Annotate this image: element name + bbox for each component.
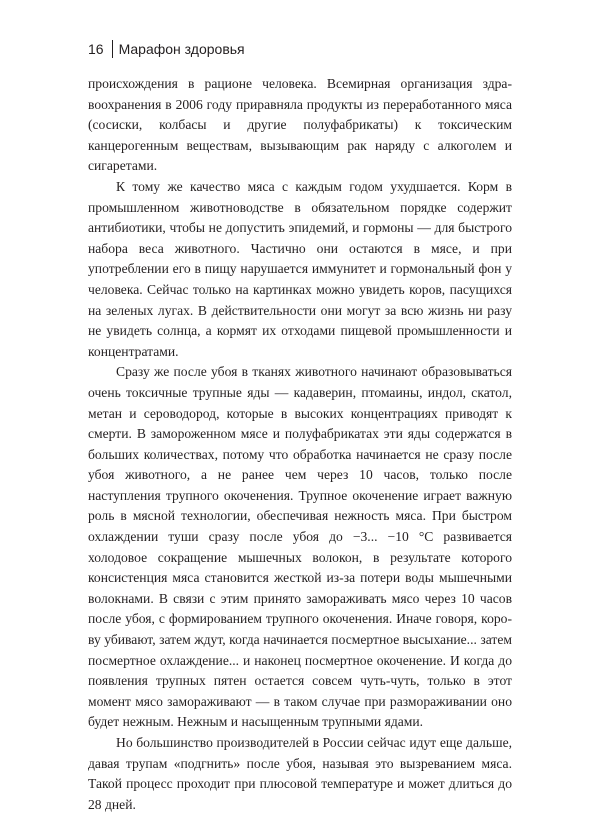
header-divider (112, 40, 113, 58)
paragraph-2: К тому же качество мяса с каждым годом ухудшается. Корм в промышленном животноводстве в обязательном порядке содержит антибиотики, чтобы не допустить эпидемий, и гормоны — для быстрого набора веса животного. Частично они остаются в мясе, и при употреблении его в пищу нарушается иммунитет и гормональный фон у человека. Сейчас только на картинках можно увидеть коров, пасущихся на зеленых лугах. В действительности они могут за всю жизнь ни разу не увидеть солнца, а кормят их отходами пищевой промышленности и концентратами. (88, 178, 512, 359)
page-number: 16 (88, 41, 104, 57)
paragraph-1: происхождения в рационе человека. Всемирная организация здравоохранения в 2006 году приравняла продукты из переработанного мяса (сосиски, колбасы и другие полуфабрикаты) к токсическим канцерогенным веществам, вызывающим рак наряду с алкоголем и сигаретами. (88, 76, 512, 174)
running-title: Марафон здоровья (118, 41, 245, 57)
body-text (88, 74, 512, 815)
paragraph-4: Но большинство производителей в России сейчас идут еще дальше, давая трупам «подгнить» после убоя, называя это вызреванием мяса. Такой процесс проходит при плюсовой температуре и может длиться до 28 дней. (88, 735, 512, 812)
running-head (88, 36, 245, 62)
paragraph-3: Сразу же после убоя в тканях животного начинают образовываться очень токсичные трупные яды — кадаверин, птомаины, индол, скатол, метан и сероводород, которые в высоких концентрациях приводят к смерти. В замороженном мясе и полуфабрикатах эти яды содержатся в больших количествах, потому что обработка начинается не сразу после убоя животного, а не ранее чем через 10 часов, только после наступления трупного окоченения. Трупное окоченение играет важную роль в мясной технологии, обеспечивая нежность мяса. При быстром охлаждении туши сразу после убоя до −3... −10 °С развивается холодовое сокращение мышечных волокон, в результате которого консистенция мяса становится жесткой из-за потери воды мышечными волокнами. В связи с этим принято замораживать мясо через 10 часов после убоя, с формированием трупного окоченения. Иначе говоря, корову убивают, затем ждут, когда начинается посмертное высыхание... затем посмертное охлаждение... и наконец посмертное окоченение. И когда до появления трупных пятен остается совсем чуть-чуть, только в этот момент мясо замораживают — в таком случае при размораживании оно будет нежным. Нежным и насыщенным трупными ядами. (88, 364, 512, 730)
